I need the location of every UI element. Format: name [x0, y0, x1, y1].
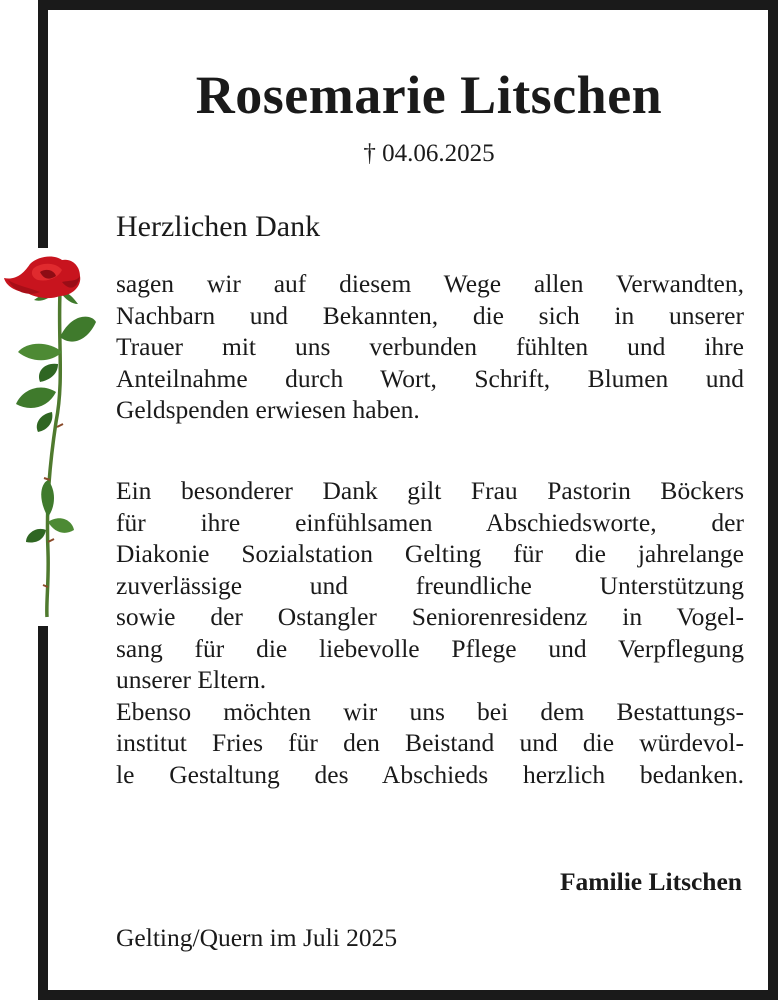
thanks-heading: Herzlichen Dank [116, 210, 321, 243]
rose-icon [0, 252, 100, 622]
deceased-name: Rosemarie Litschen [195, 65, 663, 125]
text-line: Diakonie Sozialstation Gelting für die jahrelange [116, 539, 744, 568]
text-line: Ebenso möchten wir uns bei dem Bestattungs- [116, 696, 744, 726]
text-line: Ein besonderer Dank gilt Frau Pastorin Böckers [116, 476, 744, 505]
text-line: Nachbarn und Bekannten, die sich in unserer [116, 300, 744, 330]
text-line: für ihre einfühlsamen Abschiedsworte, der [116, 507, 744, 537]
thanks-paragraph-2 [116, 475, 744, 790]
text-line: sagen wir auf diesem Wege allen Verwandten, [116, 269, 744, 298]
death-date: † 04.06.2025 [363, 140, 495, 167]
text-line: Geldspenden erwiesen haben. [116, 395, 420, 424]
thanks-paragraph-1 [116, 268, 744, 426]
text-line: zuverlässige und freundliche Unterstützung [116, 570, 744, 600]
text-line: unserer Eltern. [116, 665, 267, 694]
text-line: institut Fries für den Beistand und die würdevol- [116, 728, 744, 757]
place-and-date: Gelting/Quern im Juli 2025 [116, 923, 398, 952]
family-signature: Familie Litschen [559, 867, 742, 896]
text-line: sowie der Ostangler Seniorenresidenz in Vogel- [116, 602, 744, 631]
text-line: sang für die liebevolle Pflege und Verpflegung [116, 633, 744, 663]
text-line: le Gestaltung des Abschieds herzlich bedanken. [116, 759, 744, 789]
text-line: Anteilnahme durch Wort, Schrift, Blumen und [116, 363, 744, 393]
text-line: Trauer mit uns verbunden fühlten und ihre [116, 332, 744, 361]
